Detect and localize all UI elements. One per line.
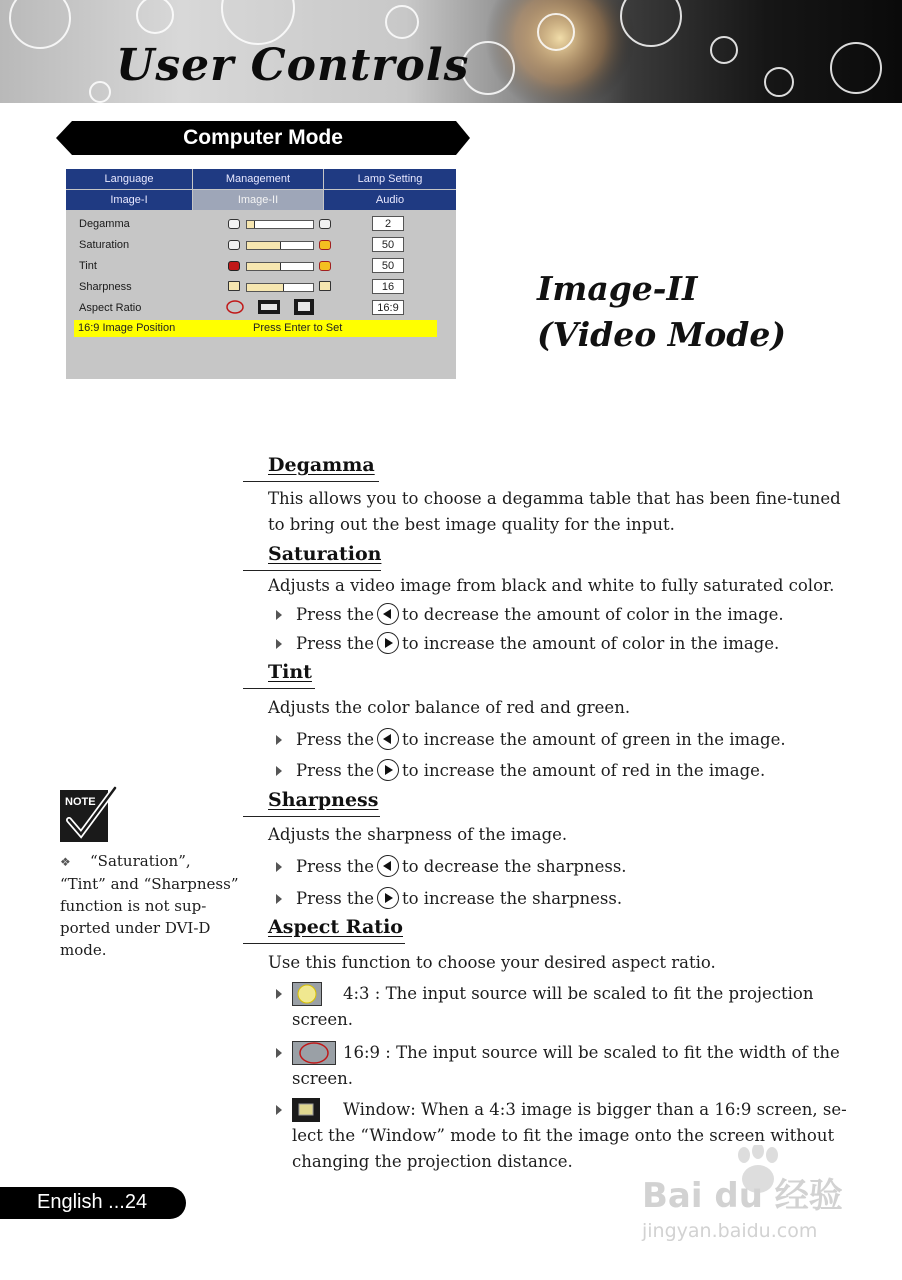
aspect-option-16-9 xyxy=(276,1040,856,1092)
sharpness-low-icon xyxy=(228,281,240,291)
sharpness-high-icon xyxy=(319,281,331,291)
bullet-text-pre: Press the xyxy=(296,605,374,624)
saturation-low-icon xyxy=(228,240,240,250)
note-bullet-icon: ❖ xyxy=(60,855,71,869)
bullet-arrow-icon xyxy=(276,639,282,649)
saturation-high-icon xyxy=(319,240,331,250)
bullet-text-pre: Press the xyxy=(296,889,374,908)
aspect-4-3-line-1: 4:3 : The input source will be scaled to fit the projection xyxy=(343,984,814,1003)
aspect-4-3-icon xyxy=(258,300,280,314)
osd-tab-management: Management xyxy=(193,169,324,189)
bullet-arrow-icon xyxy=(276,989,282,999)
sharpness-slider xyxy=(246,283,314,292)
page-header-title: User Controls xyxy=(116,40,470,91)
osd-label-degamma: Degamma xyxy=(79,218,130,230)
degamma-desc-line-1: This allows you to choose a degamma table that has been fine-tuned xyxy=(268,489,841,508)
osd-value-aspect-ratio: 16:9 xyxy=(372,300,404,315)
bullet-text-post: to decrease the amount of color in the image. xyxy=(401,605,784,624)
osd-label-tint: Tint xyxy=(79,260,97,272)
degamma-heading: Degamma xyxy=(268,454,375,476)
osd-image-position-label: 16:9 Image Position xyxy=(78,322,176,334)
note-icon-label: NOTE xyxy=(65,796,96,808)
osd-tab-language: Language xyxy=(66,169,193,189)
bullet-arrow-icon xyxy=(276,766,282,776)
tint-heading: Tint xyxy=(268,661,312,683)
aspect-16-9-line-2: screen. xyxy=(292,1069,353,1088)
note-line-4: ported under DVI-D xyxy=(60,919,211,937)
bullet-text-pre: Press the xyxy=(296,634,374,653)
osd-value-degamma: 2 xyxy=(372,216,404,231)
osd-value-saturation: 50 xyxy=(372,237,404,252)
heading-rule xyxy=(243,570,381,571)
aspect-window-line-1: Window: When a 4:3 image is bigger than a 16:9 screen, se- xyxy=(343,1100,847,1119)
bullet-text-post: to increase the sharpness. xyxy=(401,889,623,908)
bullet-text-post: to increase the amount of red in the image. xyxy=(401,761,766,780)
aspect-window-line-2: lect the “Window” mode to fit the image onto the screen without xyxy=(292,1126,835,1145)
note-line-3: function is not sup- xyxy=(60,897,207,915)
section-title-line-1: Image-II xyxy=(537,269,698,308)
note-line-5: mode. xyxy=(60,941,107,959)
bullet-arrow-icon xyxy=(276,735,282,745)
osd-tab-image-ii: Image-II xyxy=(193,190,324,210)
degamma-low-icon xyxy=(228,219,240,229)
saturation-desc: Adjusts a video image from black and white to fully saturated color. xyxy=(268,576,835,595)
bullet-text-post: to increase the amount of color in the image. xyxy=(401,634,780,653)
osd-tab-row-1 xyxy=(66,169,456,189)
osd-value-sharpness: 16 xyxy=(372,279,404,294)
bullet-text-pre: Press the xyxy=(296,730,374,749)
degamma-heading-block xyxy=(243,454,383,482)
left-arrow-button-icon xyxy=(377,728,399,750)
aspect-16-9-line-1: 16:9 : The input source will be scaled to fit the width of the xyxy=(343,1043,840,1062)
page-number-label: English ...24 xyxy=(37,1191,148,1213)
sharpness-desc: Adjusts the sharpness of the image. xyxy=(268,825,568,844)
note-icon xyxy=(59,786,119,844)
osd-highlight-row xyxy=(74,320,437,337)
degamma-high-icon xyxy=(319,219,331,229)
tint-desc: Adjusts the color balance of red and green. xyxy=(268,698,631,717)
osd-tab-lamp-setting: Lamp Setting xyxy=(324,169,456,189)
aspect-window-icon xyxy=(294,299,314,315)
bullet-text-post: to increase the amount of green in the image. xyxy=(401,730,786,749)
saturation-heading-block xyxy=(243,543,383,571)
aspect-window-line-3: changing the projection distance. xyxy=(292,1152,573,1171)
left-arrow-button-icon xyxy=(377,855,399,877)
osd-press-enter-label: Press Enter to Set xyxy=(253,322,343,334)
bullet-text-pre: Press the xyxy=(296,761,374,780)
watermark-url: jingyan.baidu.com xyxy=(642,1220,818,1242)
section-title-line-2: (Video Mode) xyxy=(537,315,786,354)
saturation-heading: Saturation xyxy=(268,543,382,565)
tint-low-icon xyxy=(228,261,240,271)
aspect-option-4-3 xyxy=(276,981,856,1033)
osd-tab-audio: Audio xyxy=(324,190,456,210)
bullet-arrow-icon xyxy=(276,1048,282,1058)
degamma-slider-fill xyxy=(247,221,255,228)
heading-rule xyxy=(243,688,315,689)
degamma-desc-line-2: to bring out the best image quality for the input. xyxy=(268,515,675,534)
right-arrow-button-icon xyxy=(377,632,399,654)
bullet-text-post: to decrease the sharpness. xyxy=(401,857,627,876)
section-title xyxy=(537,266,786,358)
aspect-4-3-icon xyxy=(292,982,322,1006)
sharpness-heading: Sharpness xyxy=(268,789,379,811)
osd-label-sharpness: Sharpness xyxy=(79,281,132,293)
page-footer xyxy=(0,1187,186,1219)
aspect-window-icon xyxy=(292,1098,320,1122)
degamma-slider xyxy=(246,220,314,229)
aspect-ratio-heading-block xyxy=(243,916,408,944)
aspect-16-9-icon xyxy=(225,299,245,315)
left-arrow-button-icon xyxy=(377,603,399,625)
tint-heading-block xyxy=(243,661,383,689)
osd-label-aspect-ratio: Aspect Ratio xyxy=(79,302,142,314)
heading-rule xyxy=(243,481,379,482)
osd-tab-image-i: Image-I xyxy=(66,190,193,210)
aspect-ratio-heading: Aspect Ratio xyxy=(268,916,403,938)
watermark-brand: Bai du 经验 xyxy=(642,1176,843,1216)
osd-tab-row-2 xyxy=(66,190,456,210)
aspect-ratio-desc: Use this function to choose your desired aspect ratio. xyxy=(268,953,716,972)
osd-menu-screenshot xyxy=(66,169,456,379)
aspect-4-3-line-2: screen. xyxy=(292,1010,353,1029)
mode-label-pill xyxy=(56,121,470,155)
tint-slider-fill xyxy=(247,263,281,270)
bullet-text-pre: Press the xyxy=(296,857,374,876)
bullet-arrow-icon xyxy=(276,894,282,904)
note-line-2: “Tint” and “Sharpness” xyxy=(60,875,239,893)
tint-slider xyxy=(246,262,314,271)
baidu-watermark xyxy=(640,1145,880,1245)
aspect-16-9-icon xyxy=(292,1041,336,1065)
note-text xyxy=(60,850,240,961)
sharpness-heading-block xyxy=(243,789,383,817)
mode-label: Computer Mode xyxy=(183,126,343,149)
saturation-slider xyxy=(246,241,314,250)
tint-high-icon xyxy=(319,261,331,271)
osd-label-saturation: Saturation xyxy=(79,239,130,251)
saturation-slider-fill xyxy=(247,242,281,249)
osd-value-tint: 50 xyxy=(372,258,404,273)
sharpness-slider-fill xyxy=(247,284,284,291)
header-banner xyxy=(0,0,902,103)
heading-rule xyxy=(243,943,405,944)
bullet-arrow-icon xyxy=(276,862,282,872)
right-arrow-button-icon xyxy=(377,759,399,781)
bullet-arrow-icon xyxy=(276,1105,282,1115)
note-line-1: “Saturation”, xyxy=(90,852,191,870)
heading-rule xyxy=(243,816,380,817)
right-arrow-button-icon xyxy=(377,887,399,909)
bullet-arrow-icon xyxy=(276,610,282,620)
